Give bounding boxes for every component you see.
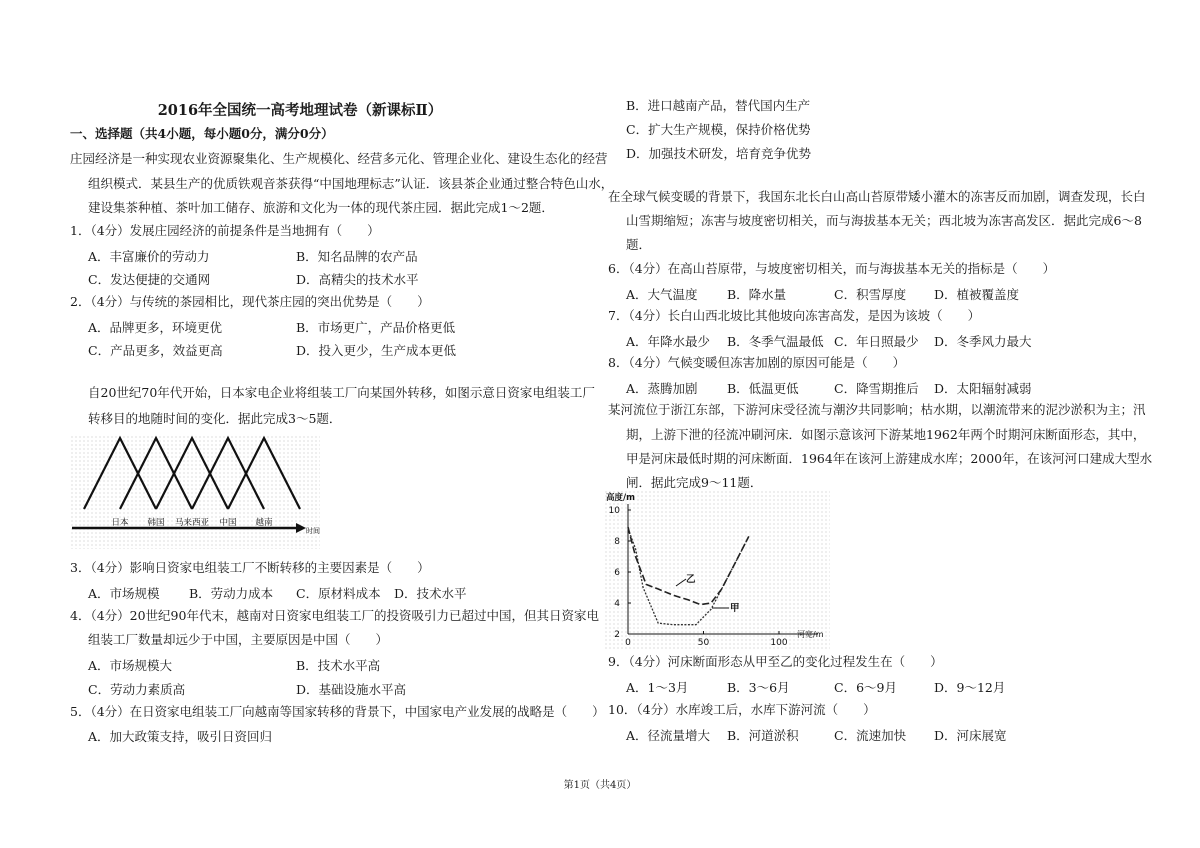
q3-option-a[interactable]: A．市场规模 xyxy=(88,586,160,601)
q10-option-d[interactable]: D．河床展宽 xyxy=(934,728,1007,743)
time-axis-label: 时间 xyxy=(306,527,320,535)
factory-transfer-chart xyxy=(70,435,320,549)
q10-stem: 10．（4分）水库竣工后，水库下游河流（ ） xyxy=(608,702,876,717)
chart2-background xyxy=(604,490,830,650)
intro3-line2: 山雪期缩短；冻害与坡度密切相关，而与海拔基本无关；西北坡为冻害高发区．据此完成6～8 xyxy=(626,213,1142,228)
q2-option-c[interactable]: C．产品更多，效益更高 xyxy=(88,343,223,358)
intro1-line3: 建设集茶种植、茶叶加工储存、旅游和文化为一体的现代茶庄园．据此完成1～2题． xyxy=(88,200,554,215)
intro2-line2: 转移目的地随时间的变化．据此完成3～5题． xyxy=(88,411,342,426)
q5-option-d[interactable]: D．加强技术研发，培育竞争优势 xyxy=(626,146,812,161)
q3-option-b[interactable]: B．劳动力成本 xyxy=(189,586,274,601)
y-tick-label-3: 8 xyxy=(614,537,620,547)
q1-option-b[interactable]: B．知名品牌的农产品 xyxy=(296,249,418,264)
country-label-0: 日本 xyxy=(111,518,129,528)
q7-option-b[interactable]: B．冬季气温最低 xyxy=(727,334,824,349)
q6-option-d[interactable]: D．植被覆盖度 xyxy=(934,287,1020,302)
q5-option-a[interactable]: A．加大政策支持，吸引日资回归 xyxy=(88,729,273,744)
intro4-line2: 期，上游下泄的径流冲刷河床．如图示意该河下游某地1962年两个时期河床断面形态，其中， xyxy=(626,427,1146,442)
intro2-line1: 自20世纪70年代开始，日本家电企业将组装工厂向某国外转移，如图示意日资家电组装工厂 xyxy=(88,385,595,400)
q2-option-a[interactable]: A．品牌更多，环境更优 xyxy=(88,320,223,335)
intro3-line1: 在全球气候变暖的背景下，我国东北长白山高山苔原带矮小灌木的冻害反而加剧，调查发现，长白 xyxy=(608,189,1146,204)
q4-option-d[interactable]: D．基础设施水平高 xyxy=(296,682,407,697)
q5-option-b[interactable]: B．进口越南产品，替代国内生产 xyxy=(626,98,811,113)
country-label-2: 马来西亚 xyxy=(174,518,210,528)
q5-stem: 5．（4分）在日资家电组装工厂向越南等国家转移的背景下，中国家电产业发展的战略是（ ） xyxy=(70,704,605,719)
q4-stem-line1: 4．（4分）20世纪90年代末，越南对日资家电组装工厂的投资吸引力已超过中国，但其日资家电 xyxy=(70,608,599,623)
section-heading: 一、选择题（共4小题，每小题0分，满分0分） xyxy=(70,126,334,141)
page-footer: 第1页（共4页） xyxy=(563,780,637,791)
q6-stem: 6．（4分）在高山苔原带，与坡度密切相关，而与海拔基本无关的指标是（ ） xyxy=(608,261,1056,276)
q1-option-a[interactable]: A．丰富廉价的劳动力 xyxy=(88,249,210,264)
q7-option-a[interactable]: A．年降水最少 xyxy=(626,334,711,349)
page-title: 2016年全国统一高考地理试卷（新课标Ⅱ） xyxy=(157,102,443,119)
q5-option-c[interactable]: C．扩大生产规模，保持价格优势 xyxy=(626,122,811,137)
q8-option-d[interactable]: D．太阳辐射减弱 xyxy=(934,381,1032,396)
q8-option-a[interactable]: A．蒸腾加剧 xyxy=(626,381,698,396)
intro3-line3: 题． xyxy=(626,237,652,252)
q3-stem: 3．（4分）影响日资家电组装工厂不断转移的主要因素是（ ） xyxy=(70,560,430,575)
q9-option-a[interactable]: A．1～3月 xyxy=(626,680,689,695)
q10-option-a[interactable]: A．径流量增大 xyxy=(626,728,711,743)
q9-option-c[interactable]: C．6～9月 xyxy=(834,680,897,695)
q9-stem: 9．（4分）河床断面形态从甲至乙的变化过程发生在（ ） xyxy=(608,654,943,669)
q4-option-c[interactable]: C．劳动力素质高 xyxy=(88,682,186,697)
chart1-background xyxy=(70,435,320,549)
y-axis-label: 高度/m xyxy=(606,493,635,503)
q9-option-b[interactable]: B．3～6月 xyxy=(727,680,790,695)
country-label-3: 中国 xyxy=(219,518,237,528)
q7-option-c[interactable]: C．年日照最少 xyxy=(834,334,919,349)
x-axis-label: 河宽/m xyxy=(797,630,824,639)
y-tick-label-2: 6 xyxy=(614,568,620,578)
q10-option-c[interactable]: C．流速加快 xyxy=(834,728,907,743)
q8-option-b[interactable]: B．低温更低 xyxy=(727,381,799,396)
country-label-4: 越南 xyxy=(255,518,273,528)
intro4-line4: 闸．据此完成9～11题． xyxy=(626,475,763,490)
q4-option-a[interactable]: A．市场规模大 xyxy=(88,658,173,673)
q2-option-d[interactable]: D．投入更少，生产成本更低 xyxy=(296,343,457,358)
series-label-yi: 乙 xyxy=(686,574,696,585)
x-tick-label-0: 0 xyxy=(625,638,631,648)
q2-stem: 2．（4分）与传统的茶园相比，现代茶庄园的突出优势是（ ） xyxy=(70,294,430,309)
q1-option-d[interactable]: D．高精尖的技术水平 xyxy=(296,272,419,287)
q7-stem: 7．（4分）长白山西北坡比其他坡向冻害高发，是因为该坡（ ） xyxy=(608,308,981,323)
y-tick-label-1: 4 xyxy=(614,599,620,609)
q4-option-b[interactable]: B．技术水平高 xyxy=(296,658,381,673)
country-label-1: 韩国 xyxy=(147,518,165,528)
q6-option-c[interactable]: C．积雪厚度 xyxy=(834,287,907,302)
y-tick-label-0: 2 xyxy=(614,630,620,640)
q6-option-b[interactable]: B．降水量 xyxy=(727,287,787,302)
x-tick-label-1: 50 xyxy=(697,638,710,648)
q1-stem: 1．（4分）发展庄园经济的前提条件是当地拥有（ ） xyxy=(70,223,380,238)
q6-option-a[interactable]: A．大气温度 xyxy=(626,287,698,302)
x-tick-label-2: 100 xyxy=(770,638,788,648)
q4-stem-line2: 组装工厂数量却远少于中国，主要原因是中国（ ） xyxy=(88,632,389,647)
series-label-jia: 甲 xyxy=(730,603,740,614)
intro1-line2: 组织模式．某县生产的优质铁观音茶获得“中国地理标志”认证．该县茶企业通过整合特色山水， xyxy=(88,176,614,191)
q1-option-c[interactable]: C．发达便捷的交通网 xyxy=(88,272,211,287)
q8-stem: 8．（4分）气候变暖但冻害加剧的原因可能是（ ） xyxy=(608,355,906,370)
q8-option-c[interactable]: C．降雪期推后 xyxy=(834,381,919,396)
q9-option-d[interactable]: D．9～12月 xyxy=(934,680,1006,695)
intro4-line3: 甲是河床最低时期的河床断面．1964年在该河上游建成水库；2000年，在该河河口建成大型水 xyxy=(626,451,1153,466)
q3-option-d[interactable]: D．技术水平 xyxy=(394,586,467,601)
riverbed-chart xyxy=(604,490,830,650)
q3-option-c[interactable]: C．原材料成本 xyxy=(296,586,381,601)
q7-option-d[interactable]: D．冬季风力最大 xyxy=(934,334,1032,349)
q10-option-b[interactable]: B．河道淤积 xyxy=(727,728,799,743)
intro4-line1: 某河流位于浙江东部，下游河床受径流与潮汐共同影响；枯水期，以潮流带来的泥沙淤积为主；汛 xyxy=(608,402,1146,417)
y-tick-label-4: 10 xyxy=(608,506,620,516)
intro1-line1: 庄园经济是一种实现农业资源聚集化、生产规模化、经营多元化、管理企业化、建设生态化的经营 xyxy=(70,151,608,166)
q2-option-b[interactable]: B．市场更广，产品价格更低 xyxy=(296,320,456,335)
